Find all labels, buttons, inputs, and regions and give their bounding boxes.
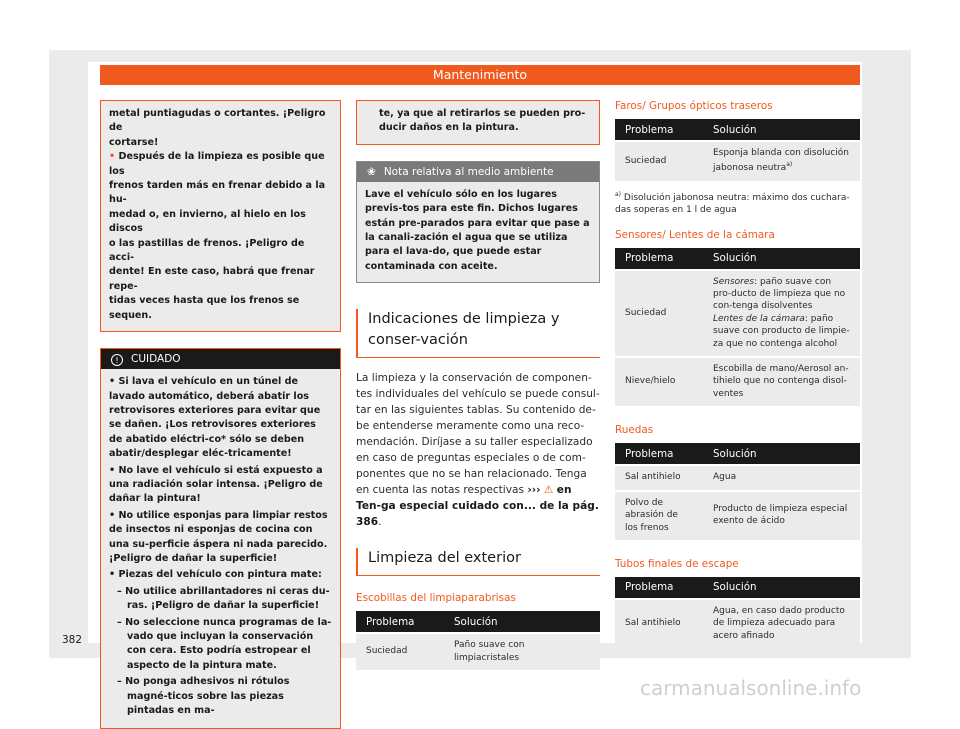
subtitle-headlights: Faros/ Grupos ópticos traseros	[615, 100, 773, 112]
table-row: Suciedad Paño suave con limpiacristales	[356, 633, 600, 670]
section-title-cleaning: Indicaciones de limpieza y conser-vación	[356, 309, 600, 358]
caution-item: • No utilice esponjas para limpiar restos de insectos ni esponjas de cocina con una su-perficie áspera ni nada parecido. ¡Peligro de dañar la superficie!	[109, 509, 328, 564]
caution-continuation-box: te, ya que al retirarlos se pueden pro-ducir daños en la pintura.	[356, 100, 600, 145]
warning-triangle-icon: ⚠	[543, 484, 554, 497]
subtitle-exhaust: Tubos finales de escape	[615, 557, 739, 570]
table-row: Sal antihielo Agua, en caso dado producto de limpieza adecuado para acero afinado	[615, 599, 860, 648]
table-row: Nieve/hielo Escobilla de mano/Aerosol an-tihielo que no contenga disol-ventes	[615, 357, 860, 406]
caution-box	[100, 348, 341, 729]
caution-body	[101, 369, 340, 728]
caution-item: • Si lava el vehículo en un túnel de lavado automático, deberá abatir los retrovisores exteriores para evitar que se dañen. ¡Los retrovisores exteriores de abatido eléctri-co* sólo se deben abatir/desplegar eléc-tricamente!	[109, 376, 321, 460]
caution-header: ! CUIDADO	[101, 349, 340, 369]
footnote: $^{a)}$ Disolución jabonosa neutra: máximo dos cuchara-das soperas en 1 l de agua	[615, 190, 850, 216]
table-wipers	[356, 611, 600, 670]
table-row: Polvo de abrasión de los frenos Producto de limpieza especial exento de ácido	[615, 491, 860, 540]
environment-note-box	[356, 161, 600, 283]
subtitle-wipers: Escobillas del limpiaparabrisas	[356, 592, 516, 605]
table-sensors: Problema Solución Suciedad Sensores: paño suave con pro-ducto de limpieza que no con-tenga disolventes Lentes de la cámara: paño suave con producto de limpie-za que no contenga alcohol Nieve/hielo Escobilla de mano/Aerosol an-tihielo que no contenga disol-ventes	[615, 248, 860, 407]
warning-text: metal puntiagudas o cortantes. ¡Peligro de cortarse! • Después de la limpieza es posible que los frenos tarden más en frenar debido a la hu- medad o, en invierno, al hielo en los discos o las pastillas de frenos. ¡Peligro de acci- dente! En este caso, habrá que frenar repe- tidas veces hasta que los frenos se sequen.	[109, 108, 326, 321]
table-row: Sal antihielo Agua	[615, 465, 860, 490]
col-header-solution: Solución	[444, 611, 600, 633]
table-row: Suciedad Esponja blanda con disolución jabonosa neutra$^{a)}$	[615, 141, 860, 181]
bullet-icon: •	[109, 151, 116, 163]
intro-paragraph: La limpieza y la conservación de componen-tes individuales del vehículo se puede consul-tar en las siguientes tablas. Su contenido de-be entenderse meramente como una reco-mendación. Diríjase a su taller especializado en caso de preguntas especiales o de com-ponentes que no se han relacionado. Tenga en cuenta las notas respectivas ››› ⚠ en Ten-ga especial cuidado con... de la pág. 386.	[356, 372, 600, 529]
caution-subitem: – No ponga adhesivos ni rótulos magné-ticos sobre las piezas pintadas en ma-	[117, 676, 290, 717]
caution-subitem: – No seleccione nunca programas de la-vado que incluyan la conservación con cera. Esto podría estropear el aspecto de la pintura mate.	[117, 616, 332, 671]
warning-box	[100, 100, 341, 332]
environment-note-header: ❀ Nota relativa al medio ambiente	[357, 162, 599, 182]
table-exhaust: Problema Solución Sal antihielo Agua, en caso dado producto de limpieza adecuado para acero afinado	[615, 577, 860, 648]
table-wheels: Problema Solución Sal antihielo Agua Polvo de abrasión de los frenos Producto de limpieza especial exento de ácido	[615, 443, 860, 540]
caution-item: • Piezas del vehículo con pintura mate:	[109, 569, 322, 581]
page-number: 382	[62, 634, 83, 646]
caution-subitem: – No utilice abrillantadores ni ceras du-ras. ¡Peligro de dañar la superficie!	[117, 585, 330, 612]
caution-icon: !	[111, 354, 123, 366]
chapter-header: Mantenimiento	[100, 65, 860, 85]
table-headlights: Problema Solución Suciedad Esponja blanda con disolución jabonosa neutra$^{a)}$	[615, 119, 860, 181]
column-left	[100, 100, 341, 729]
col-header-problem: Problema	[356, 611, 444, 633]
environment-note-text: Lave el vehículo sólo en los lugares previs-tos para este fin. Dichos lugares están pre-parados para evitar que pase a la canali-zación el agua que se utiliza para el lava-do, que puede estar contaminada con aceite.	[365, 188, 590, 272]
subtitle-sensors: Sensores/ Lentes de la cámara	[615, 228, 775, 241]
column-middle	[356, 100, 600, 670]
subtitle-wheels: Ruedas	[615, 424, 654, 437]
section-title-exterior: Limpieza del exterior	[356, 548, 600, 576]
environment-leaf-icon: ❀	[367, 165, 376, 178]
table-row: Suciedad Sensores: paño suave con pro-ducto de limpieza que no con-tenga disolventes Lentes de la cámara: paño suave con producto de limpie-za que no contenga alcohol	[615, 270, 860, 357]
page-reference-link[interactable]: en Ten-ga especial cuidado con... de la pág. 386	[356, 484, 599, 529]
watermark: carmanualsonline.info	[640, 676, 862, 700]
column-right	[615, 100, 860, 648]
caution-item: • No lave el vehículo si está expuesto a una radiación solar intensa. ¡Peligro de dañar la pintura!	[109, 464, 323, 505]
